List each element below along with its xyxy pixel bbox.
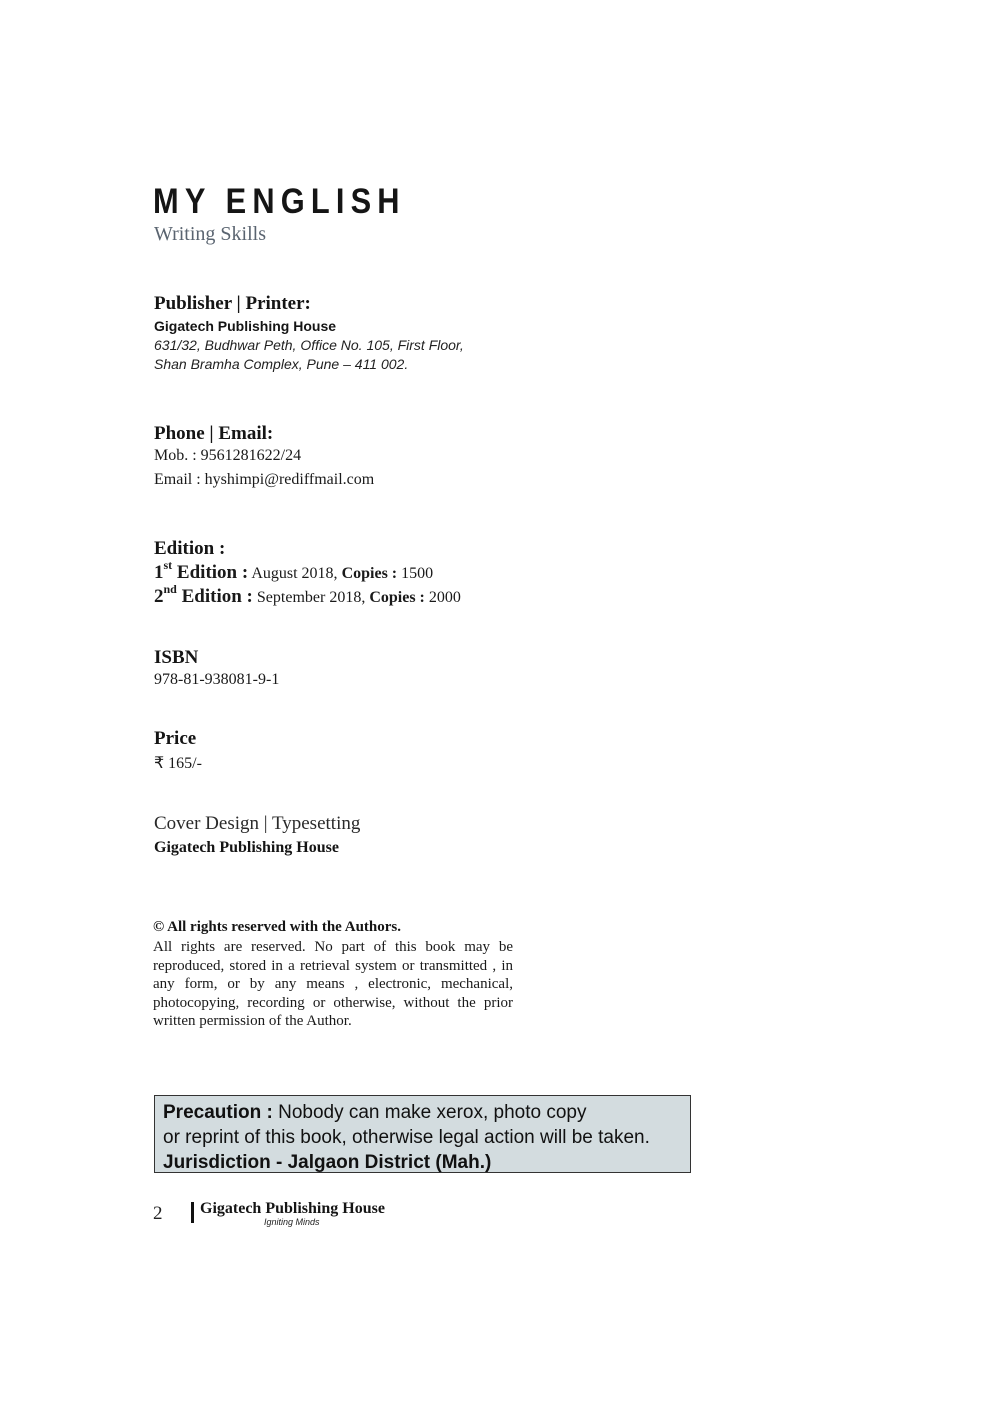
contact-email: Email : hyshimpi@rediffmail.com [154, 471, 375, 488]
precaution-line2: or reprint of this book, otherwise legal action will be taken. [163, 1127, 650, 1148]
isbn-value: 978-81-938081-9-1 [154, 671, 280, 688]
edition-heading: Edition : [154, 538, 226, 559]
precaution-label: Precaution : [163, 1102, 273, 1123]
edition-date: September 2018, [256, 589, 366, 606]
precaution-line1 [163, 1100, 690, 1125]
edition-number: 2 [154, 586, 164, 607]
jurisdiction [163, 1150, 690, 1175]
edition-copies: 1500 [401, 565, 434, 582]
edition-label: Edition : [181, 586, 253, 607]
price-heading: Price [154, 728, 197, 749]
edition-label: Edition : [176, 562, 249, 583]
cover-value: Gigatech Publishing House [154, 839, 339, 856]
edition-line-2 [154, 581, 461, 608]
publisher-address-line1: 631/32, Budhwar Peth, Office No. 105, First Floor, [154, 337, 464, 353]
edition-number: 1 [154, 562, 164, 583]
publisher-address-line2: Shan Bramha Complex, Pune – 411 002. [154, 356, 409, 372]
rights-body: All rights are reserved. No part of this book may be reproduced, stored in a retrieval system or transmitted , in any form, or by any means , electronic, mechanical, photocopying, recording or otherwise, without the prior written permission of the Author. [153, 939, 513, 1029]
edition-copies-label: Copies : [369, 589, 425, 606]
jurisdiction-text: Jurisdiction - Jalgaon District (Mah.) [163, 1152, 492, 1173]
footer-tagline: Igniting Minds [264, 1217, 320, 1227]
publisher-heading: Publisher | Printer: [154, 293, 311, 314]
edition-copies: 2000 [428, 589, 461, 606]
precaution-box [154, 1095, 691, 1173]
edition-ordinal: st [163, 557, 173, 572]
precaution-text1: Nobody can make xerox, photo copy [278, 1102, 587, 1123]
publisher-name: Gigatech Publishing House [154, 318, 337, 334]
isbn-heading: ISBN [154, 647, 199, 668]
book-title: MY ENGLISH [153, 182, 406, 221]
cover-label: Cover Design | Typesetting [154, 813, 361, 834]
footer-divider [191, 1202, 194, 1223]
rights-heading: © All rights reserved with the Authors. [153, 919, 402, 935]
edition-date: August 2018, [251, 565, 338, 582]
book-subtitle: Writing Skills [154, 223, 266, 245]
price-value: ₹ 165/- [154, 755, 202, 772]
contact-heading: Phone | Email: [154, 423, 274, 444]
edition-copies-label: Copies : [341, 565, 398, 582]
footer-publisher: Gigatech Publishing House [200, 1200, 385, 1217]
edition-ordinal: nd [163, 581, 177, 596]
edition-line-1 [154, 557, 434, 584]
page-number: 2 [153, 1203, 163, 1224]
contact-phone: Mob. : 9561281622/24 [154, 447, 302, 464]
